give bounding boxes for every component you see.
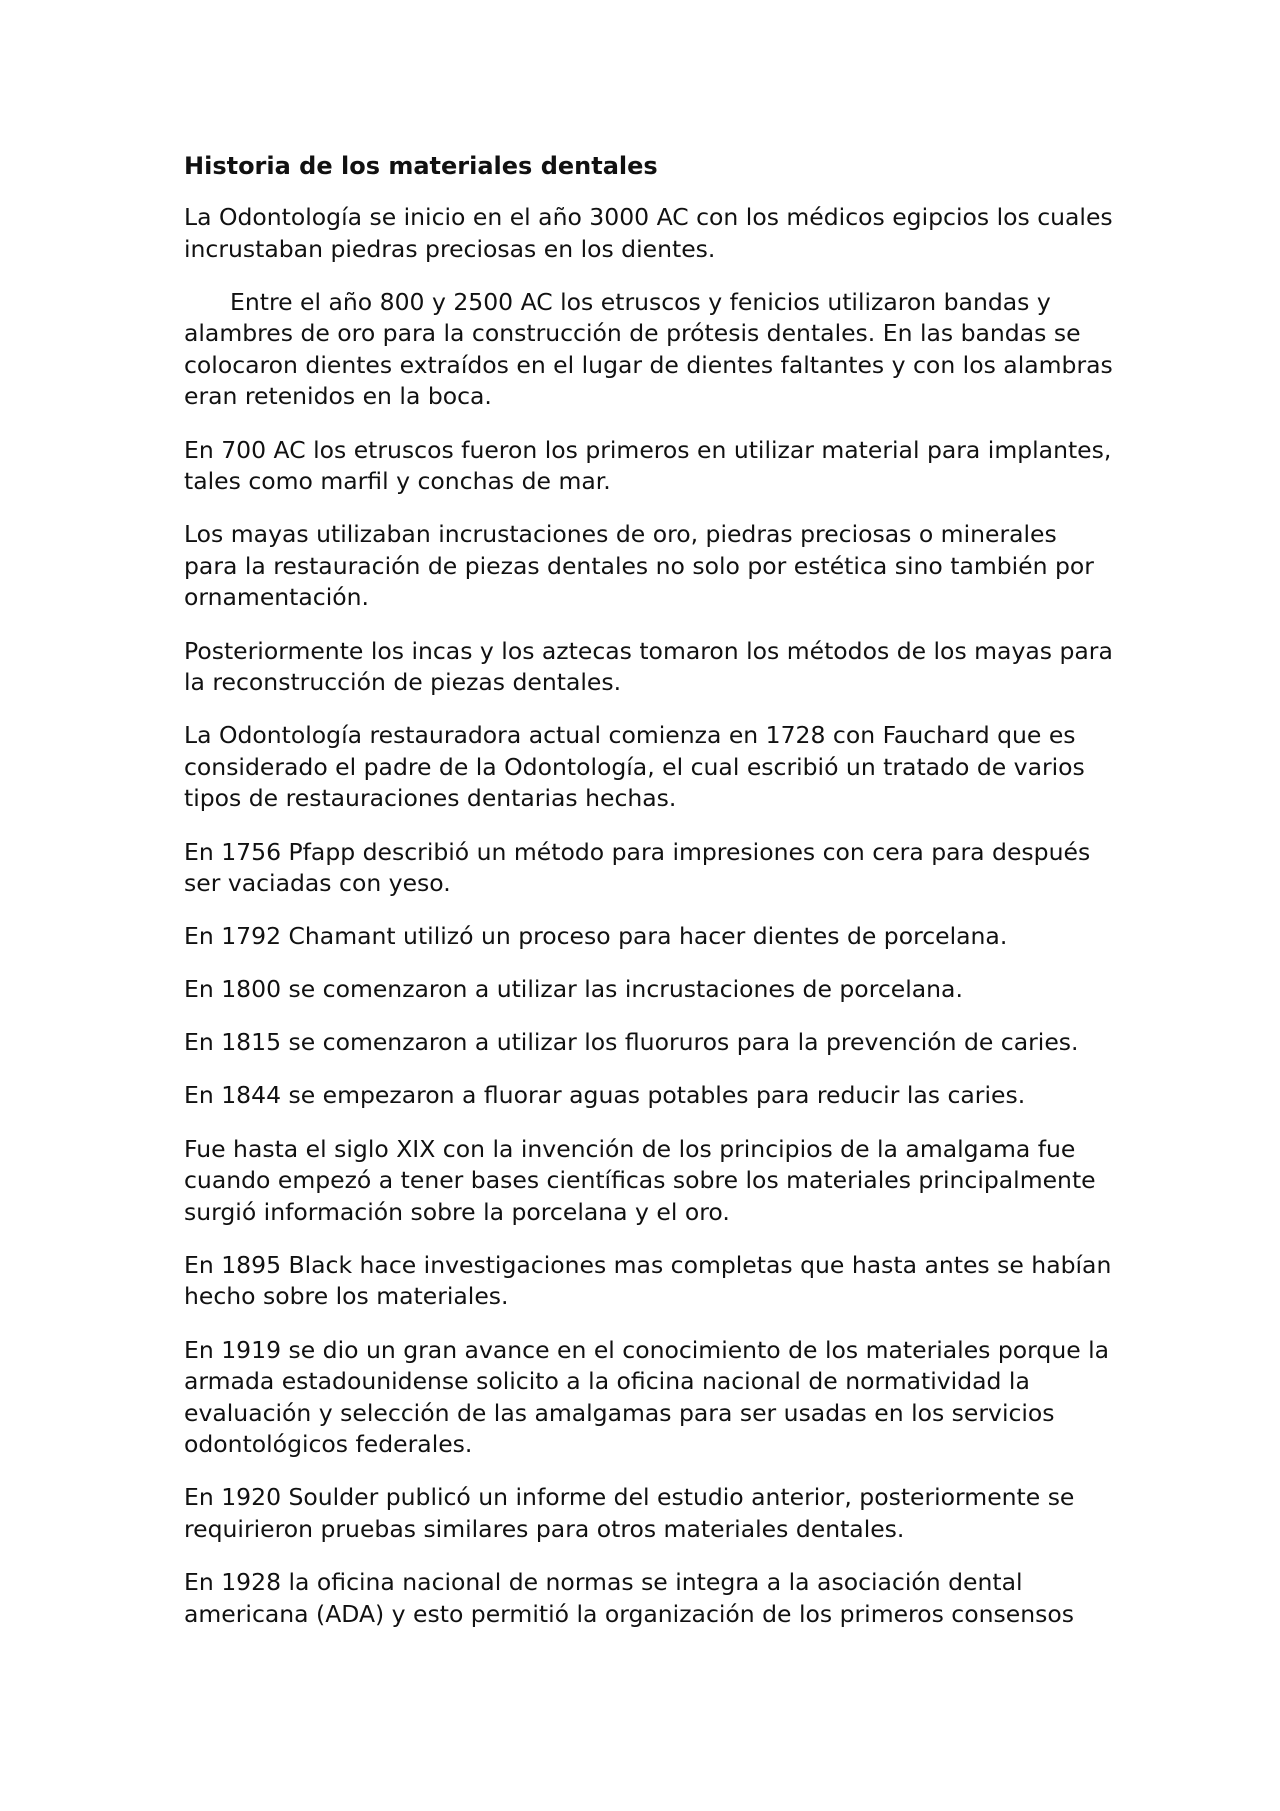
- paragraph: Posteriormente los incas y los aztecas tomaron los métodos de los mayas para la reconstrucción de piezas dentales.: [184, 636, 1113, 697]
- paragraph: En 1756 Pfapp describió un método para impresiones con cera para después ser vaciadas con yeso.: [184, 837, 1091, 898]
- paragraph: La Odontología restauradora actual comienza en 1728 con Fauchard que es considerado el padre de la Odontología, el cual escribió un tratado de varios tipos de restauraciones dentarias hechas.: [184, 721, 1085, 813]
- paragraph: Fue hasta el siglo XIX con la invención de los principios de la amalgama fue cuando empezó a tener bases científicas sobre los materiales principalmente surgió información sobre la porcelana y el oro.: [184, 1134, 1096, 1226]
- paragraph: En 1928 la oficina nacional de normas se integra a la asociación dental americana (ADA) y esto permitió la organización de los primeros consensos: [184, 1568, 1074, 1628]
- paragraph: En 1919 se dio un gran avance en el conocimiento de los materiales porque la armada estadounidense solicito a la oficina nacional de normatividad la evaluación y selección de las amalgamas para ser usadas en los servicios odontológicos federales.: [184, 1335, 1110, 1459]
- paragraph: Entre el año 800 y 2500 AC los etruscos y fenicios utilizaron bandas y alambres de oro para la construcción de prótesis dentales. En las bandas se colocaron dientes extraídos en el lugar de dientes faltantes y con los alambras eran retenidos en la boca.: [184, 287, 1113, 411]
- paragraph: En 1895 Black hace investigaciones mas completas que hasta antes se habían hecho sobre los materiales.: [184, 1250, 1112, 1311]
- paragraph: En 1800 se comenzaron a utilizar las incrustaciones de porcelana.: [184, 975, 963, 1004]
- paragraph: En 1844 se empezaron a fluorar aguas potables para reducir las caries.: [184, 1081, 1026, 1110]
- paragraph: Los mayas utilizaban incrustaciones de oro, piedras preciosas o minerales para la restauración de piezas dentales no solo por estética sino también por ornamentación.: [184, 520, 1094, 612]
- paragraph: En 1792 Chamant utilizó un proceso para hacer dientes de porcelana.: [184, 922, 1008, 951]
- paragraph: En 1815 se comenzaron a utilizar los fluoruros para la prevención de caries.: [184, 1028, 1079, 1057]
- paragraph: En 700 AC los etruscos fueron los primeros en utilizar material para implantes, tales como marfil y conchas de mar.: [184, 435, 1112, 496]
- paragraph: La Odontología se inicio en el año 3000 AC con los médicos egipcios los cuales incrustaban piedras preciosas en los dientes.: [184, 203, 1113, 263]
- paragraph: En 1920 Soulder publicó un informe del estudio anterior, posteriormente se requirieron pruebas similares para otros materiales dentales.: [184, 1483, 1075, 1543]
- document-title: Historia de los materiales dentales: [184, 152, 658, 180]
- paragraph-list: [184, 202, 1114, 1630]
- document-body: [184, 150, 1114, 1652]
